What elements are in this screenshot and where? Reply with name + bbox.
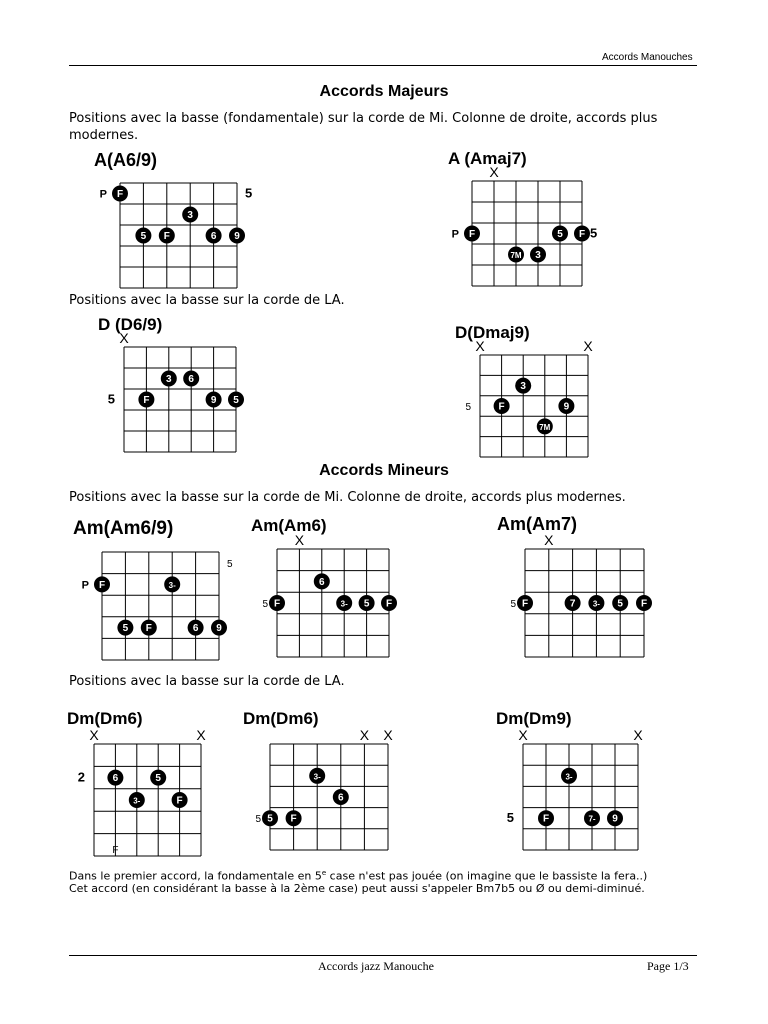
note-line-2: Cet accord (en considérant la basse à la 2ème case) peut aussi s'appeler Bm7b5 ou Ø ou demi-diminué.: [69, 882, 645, 895]
finger-dot-label: 5: [233, 395, 239, 406]
header-title: Accords Manouches: [602, 52, 693, 63]
finger-dot: [117, 620, 133, 636]
finger-dot-label: 9: [612, 813, 618, 825]
finger-dot: [262, 810, 278, 826]
finger-dot: [574, 226, 590, 242]
finger-dot-label: 6: [112, 773, 119, 785]
finger-dot: [188, 620, 204, 636]
finger-dot: [107, 770, 123, 786]
chord-Amaj7: [448, 149, 597, 286]
finger-dot: [286, 810, 302, 826]
mute-mark: X: [475, 338, 485, 354]
finger-dot: [229, 228, 245, 244]
finger-dot: [164, 576, 180, 592]
finger-dot: [129, 792, 145, 808]
fret-number-label: 5: [107, 391, 115, 407]
mute-mark: X: [119, 330, 129, 346]
finger-dot-label: F: [498, 401, 505, 413]
finger-dot-label: 3-: [133, 796, 141, 806]
finger-dot-label: F: [521, 598, 529, 610]
finger-dot-label: 5: [617, 598, 623, 610]
finger-dot: [228, 392, 244, 408]
chord-Dmaj9: [455, 323, 593, 457]
fret-number-label: 5: [245, 185, 253, 201]
finger-dot-label: F: [578, 229, 586, 240]
finger-dot: [269, 595, 285, 611]
minor-chords-heading: Accords Mineurs: [319, 462, 449, 479]
chord-title: Dm(Dm9): [496, 709, 572, 728]
chord-title: Am(Am7): [497, 514, 578, 534]
finger-dot: [112, 186, 128, 202]
finger-dot-label: 5: [267, 813, 273, 825]
finger-dot: [537, 418, 553, 434]
finger-dot-label: F: [290, 813, 297, 825]
fret-number-label: 5: [506, 810, 514, 826]
major-intro-text: Positions avec la basse (fondamentale) sur la corde de Mi. Colonne de droite, accords plus modernes.: [69, 111, 658, 143]
finger-dot: [138, 392, 154, 408]
fret-number-label: 5: [227, 558, 233, 570]
finger-dot: [159, 228, 175, 244]
chord-D69: [98, 315, 244, 452]
finger-dot-label: F: [143, 395, 150, 406]
finger-dot-label: 3-: [565, 772, 573, 782]
finger-dot-label: 6: [338, 792, 344, 804]
finger-dot: [552, 226, 568, 242]
finger-dot: [314, 573, 330, 589]
finger-dot-label: 5: [155, 773, 161, 785]
finger-dot-label: 9: [234, 231, 240, 242]
finger-dot: [211, 620, 227, 636]
mute-mark: X: [89, 727, 99, 743]
finger-dot-label: 7M: [510, 251, 522, 260]
finger-dot-label: F: [273, 598, 281, 610]
finger-dot: [309, 768, 325, 784]
finger-dot: [530, 247, 546, 263]
finger-dot-label: 3: [535, 250, 541, 261]
chord-title: A (Amaj7): [448, 149, 527, 168]
finger-dot-label: 6: [192, 623, 199, 635]
mute-mark: X: [294, 532, 305, 548]
fret-number-label: 5: [590, 225, 598, 241]
mute-mark: X: [359, 727, 370, 743]
mute-mark: X: [583, 338, 593, 354]
chord-Dm9: [496, 709, 643, 850]
finger-dot: [183, 371, 199, 387]
footer-center: Accords jazz Manouche: [318, 959, 434, 973]
position-label: P: [99, 188, 107, 201]
chord-title: D (D6/9): [98, 315, 163, 334]
extra-label: F: [112, 845, 119, 856]
finger-dot: [612, 595, 628, 611]
finger-dot: [333, 789, 349, 805]
major-chords-heading: Accords Majeurs: [319, 83, 449, 100]
finger-dot-label: F: [98, 579, 106, 591]
finger-dot-label: 5: [557, 229, 563, 240]
chord-title: Dm(Dm6): [67, 709, 143, 728]
finger-dot: [588, 595, 604, 611]
finger-dot-label: 3: [166, 374, 172, 385]
fret-number-label: 2: [77, 769, 85, 785]
finger-dot: [161, 371, 177, 387]
finger-dot: [206, 392, 222, 408]
finger-dot: [182, 207, 198, 223]
finger-dot: [150, 770, 166, 786]
finger-dot-label: 6: [188, 374, 194, 385]
finger-dot-label: 5: [122, 623, 129, 635]
finger-dot: [381, 595, 397, 611]
finger-dot: [515, 378, 531, 394]
finger-dot: [561, 768, 577, 784]
finger-dot: [206, 228, 222, 244]
finger-dot-label: F: [542, 813, 550, 825]
mute-mark: X: [633, 727, 643, 743]
fret-number-label: 5: [262, 599, 268, 610]
finger-dot: [636, 595, 652, 611]
minor-la-text: Positions avec la basse sur la corde de LA.: [69, 674, 345, 689]
fret-number-label: 5: [465, 402, 471, 413]
chord-Am7: [497, 514, 652, 657]
finger-dot-label: 7M: [539, 422, 551, 432]
chord-Dm6b: [243, 709, 393, 850]
finger-dot-label: 5: [140, 231, 147, 242]
finger-dot: [135, 228, 151, 244]
finger-dot: [336, 595, 352, 611]
chord-title: Am(Am6): [251, 516, 327, 535]
finger-dot-label: 7-: [588, 814, 596, 824]
finger-dot-label: 6: [319, 576, 325, 588]
chord-Am6: [251, 516, 397, 657]
finger-dot-label: 9: [210, 395, 217, 406]
finger-dot-label: 3-: [313, 772, 321, 782]
mute-mark: X: [489, 164, 499, 180]
finger-dot-label: 6: [210, 231, 217, 242]
finger-dot-label: F: [640, 598, 648, 610]
finger-dot: [464, 226, 480, 242]
finger-dot: [141, 620, 157, 636]
fret-number-label: 5: [510, 599, 516, 610]
finger-dot-label: 3-: [592, 599, 600, 609]
finger-dot: [494, 398, 510, 414]
finger-dot: [359, 595, 375, 611]
finger-dot: [607, 810, 623, 826]
finger-dot-label: F: [176, 795, 183, 807]
chord-title: A(A6/9): [94, 150, 158, 170]
finger-dot-label: 7: [569, 598, 576, 610]
mute-mark: X: [544, 532, 554, 548]
fret-number-label: 5: [255, 814, 261, 826]
chord-Am69: [73, 518, 233, 660]
finger-dot-label: F: [385, 598, 393, 610]
position-label: P: [451, 228, 459, 241]
finger-dot: [94, 576, 110, 592]
finger-dot-label: 5: [363, 598, 370, 610]
finger-dot-label: 3: [520, 381, 526, 393]
finger-dot: [172, 792, 188, 808]
finger-dot-label: 3-: [340, 599, 348, 609]
finger-dot-label: 3: [187, 210, 193, 221]
mute-mark: X: [518, 727, 528, 743]
chord-A69: [94, 150, 252, 288]
finger-dot-label: 3-: [168, 580, 176, 590]
note-line-1-b: case n'est pas jouée (on imagine que le bassiste la fera..): [326, 869, 648, 883]
finger-dot-label: F: [163, 231, 170, 242]
finger-dot: [565, 595, 581, 611]
mute-mark: X: [196, 727, 206, 743]
finger-dot: [538, 810, 554, 826]
finger-dot: [584, 810, 600, 826]
mute-mark: X: [383, 727, 393, 743]
note-sup: e: [321, 869, 327, 877]
note-line-1-a: Dans le premier accord, la fondamentale en 5: [69, 869, 322, 883]
position-label: P: [81, 579, 89, 592]
major-la-text: Positions avec la basse sur la corde de LA.: [69, 293, 345, 308]
finger-dot: [558, 398, 574, 414]
finger-dot-label: 9: [216, 623, 222, 635]
finger-dot-label: F: [145, 623, 152, 635]
finger-dot-label: F: [468, 229, 476, 240]
finger-dot-label: F: [116, 189, 124, 200]
chord-title: Am(Am6/9): [73, 518, 174, 539]
chord-title: D(Dmaj9): [455, 323, 530, 342]
footer-page: Page 1/3: [647, 959, 689, 973]
minor-intro-text: Positions avec la basse sur la corde de Mi. Colonne de droite, accords plus modernes.: [69, 490, 626, 505]
finger-dot: [508, 247, 524, 263]
chord-title: Dm(Dm6): [243, 709, 319, 728]
finger-dot-label: 9: [563, 401, 570, 413]
finger-dot: [517, 595, 533, 611]
chord-Dm6a: [67, 709, 206, 856]
